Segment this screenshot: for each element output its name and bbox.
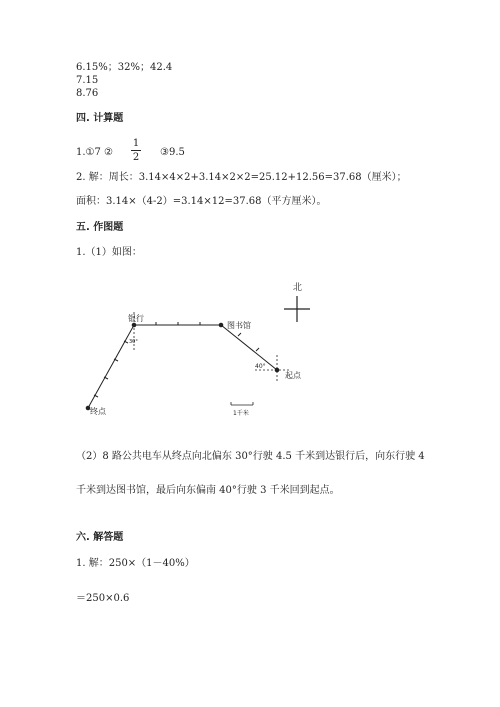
bank-point-marker — [132, 323, 137, 328]
start-label: 起点 — [285, 371, 301, 380]
scale-label: 1千米 — [233, 410, 249, 417]
q5-1-label: 1.（1）如图： — [76, 247, 142, 258]
section-6-heading: 六. 解答题 — [76, 532, 124, 543]
answer-line-3: 8.76 — [76, 88, 99, 99]
q5-2-line-2: 千米到达图书馆，最后向东偏南 40°行驶 3 千米回到起点。 — [76, 485, 340, 496]
scale-bar — [231, 402, 253, 405]
bank-label: 银行 — [128, 314, 144, 323]
answer-line-2: 7.15 — [76, 75, 99, 86]
answer-line-1: 6.15%；32%；42.4 — [76, 62, 173, 73]
q4-2-area: 面积：3.14×（4-2）=3.14×12=37.68（平方厘米）。 — [76, 196, 327, 207]
q4-1-prefix: 1.①7 ② — [76, 147, 114, 158]
angle-40-label: 40° — [255, 363, 266, 370]
fraction-numerator: 1 — [132, 138, 140, 149]
q5-2-line-1: （2）8 路公共电车从终点向北偏东 30°行驶 4.5 千米到达银行后，向东行驶 4 — [76, 451, 425, 462]
route-library-to-start — [221, 325, 277, 370]
q4-2-perimeter: 2. 解：周长：3.14×4×2+3.14×2×2=25.12+12.56=37.68（厘米）； — [76, 172, 407, 183]
route-tick-marks — [94, 322, 259, 397]
q6-1-step: ＝250×0.6 — [76, 593, 130, 604]
angle-30-label: 30° — [129, 339, 138, 345]
start-point-marker — [275, 368, 280, 373]
section-5-heading: 五. 作图题 — [76, 222, 124, 233]
section-4-heading: 四. 计算题 — [76, 113, 124, 124]
library-point-marker — [219, 323, 224, 328]
q4-1-suffix: ③9.5 — [160, 147, 185, 158]
end-label: 终点 — [90, 407, 106, 416]
q6-1-expression: 1. 解：250×（1－40%） — [76, 558, 195, 569]
fraction-denominator: 2 — [132, 152, 140, 163]
compass-cross — [284, 296, 310, 322]
library-label: 图书馆 — [227, 321, 251, 330]
north-label: 北 — [293, 283, 303, 293]
